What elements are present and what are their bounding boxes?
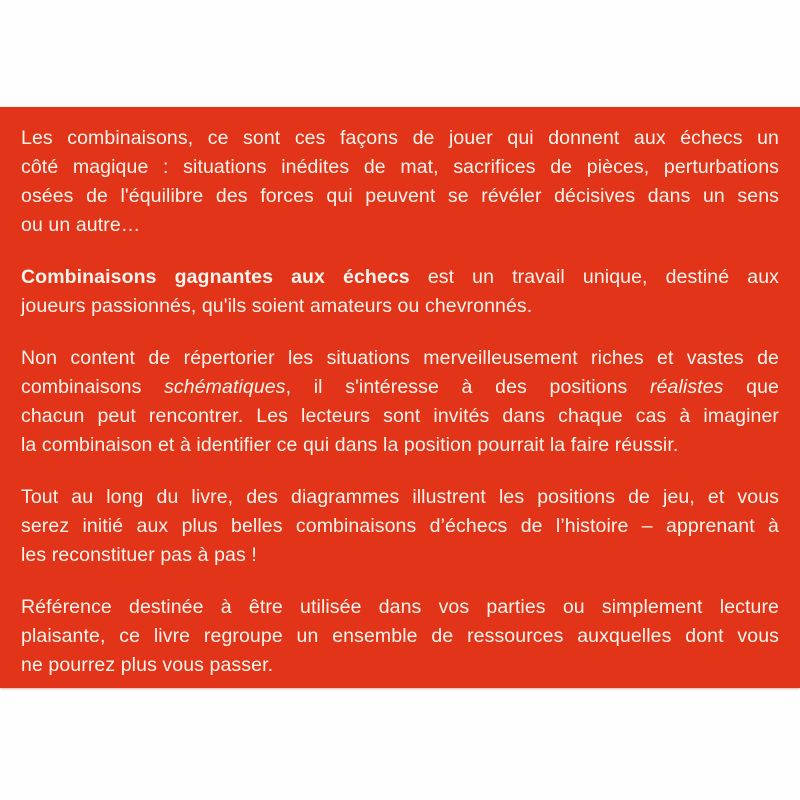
paragraph-book-title (21, 263, 779, 321)
text-line (21, 651, 779, 680)
paragraph-intro (21, 124, 779, 240)
text-line (21, 483, 779, 512)
text-line (21, 124, 779, 153)
text-line (21, 292, 779, 321)
text-segment: Non content de répertorier les situations merveilleusement riches et vastes de (21, 347, 779, 369)
red-cover-panel (0, 107, 800, 688)
text-segment: osées de l'équilibre des forces qui peuvent se révéler décisives dans un sens (21, 185, 779, 207)
text-line (21, 593, 779, 622)
text-segment: joueurs passionnés, qu'ils soient amateurs ou chevronnés. (21, 295, 533, 317)
text-line (21, 541, 779, 570)
text-line (21, 344, 779, 373)
italic-segment: schématiques (164, 376, 286, 398)
text-line (21, 512, 779, 541)
text-segment: combinaisons (21, 376, 165, 398)
text-line (21, 373, 779, 402)
italic-segment: réalistes (650, 376, 724, 398)
text-segment: plaisante, ce livre regroupe un ensemble de ressources auxquelles dont vous (21, 625, 779, 647)
text-segment: Les combinaisons, ce sont ces façons de jouer qui donnent aux échecs un (21, 127, 779, 149)
text-line (21, 153, 779, 182)
text-segment: ne pourrez plus vous passer. (21, 654, 274, 676)
text-segment: serez initié aux plus belles combinaisons d’échecs de l’histoire – apprenant à (21, 515, 779, 537)
text-segment: côté magique : situations inédites de mat, sacrifices de pièces, perturbations (21, 156, 779, 178)
text-segment: est un travail unique, destiné aux (409, 266, 779, 288)
text-segment: ou un autre… (21, 214, 141, 236)
text-line (21, 182, 779, 211)
paragraph-positions (21, 344, 779, 460)
text-segment: les reconstituer pas à pas ! (21, 544, 257, 566)
book-title-bold-segment: Combinaisons gagnantes aux échecs (21, 266, 410, 288)
paragraph-diagrams (21, 483, 779, 570)
text-line (21, 622, 779, 651)
text-segment: la combinaison et à identifier ce qui dans la position pourrait la faire réussir. (21, 434, 679, 456)
paragraph-reference (21, 593, 779, 680)
text-segment: que (723, 376, 779, 398)
text-segment: Référence destinée à être utilisée dans vos parties ou simplement lecture (21, 596, 779, 618)
text-segment: Tout au long du livre, des diagrammes illustrent les positions de jeu, et vous (21, 486, 779, 508)
text-line (21, 431, 779, 460)
text-line (21, 263, 779, 292)
text-line (21, 211, 779, 240)
text-segment: , il s'intéresse à des positions (285, 376, 651, 398)
text-line (21, 402, 779, 431)
text-segment: chacun peut rencontrer. Les lecteurs sont invités dans chaque cas à imaginer (21, 405, 779, 427)
